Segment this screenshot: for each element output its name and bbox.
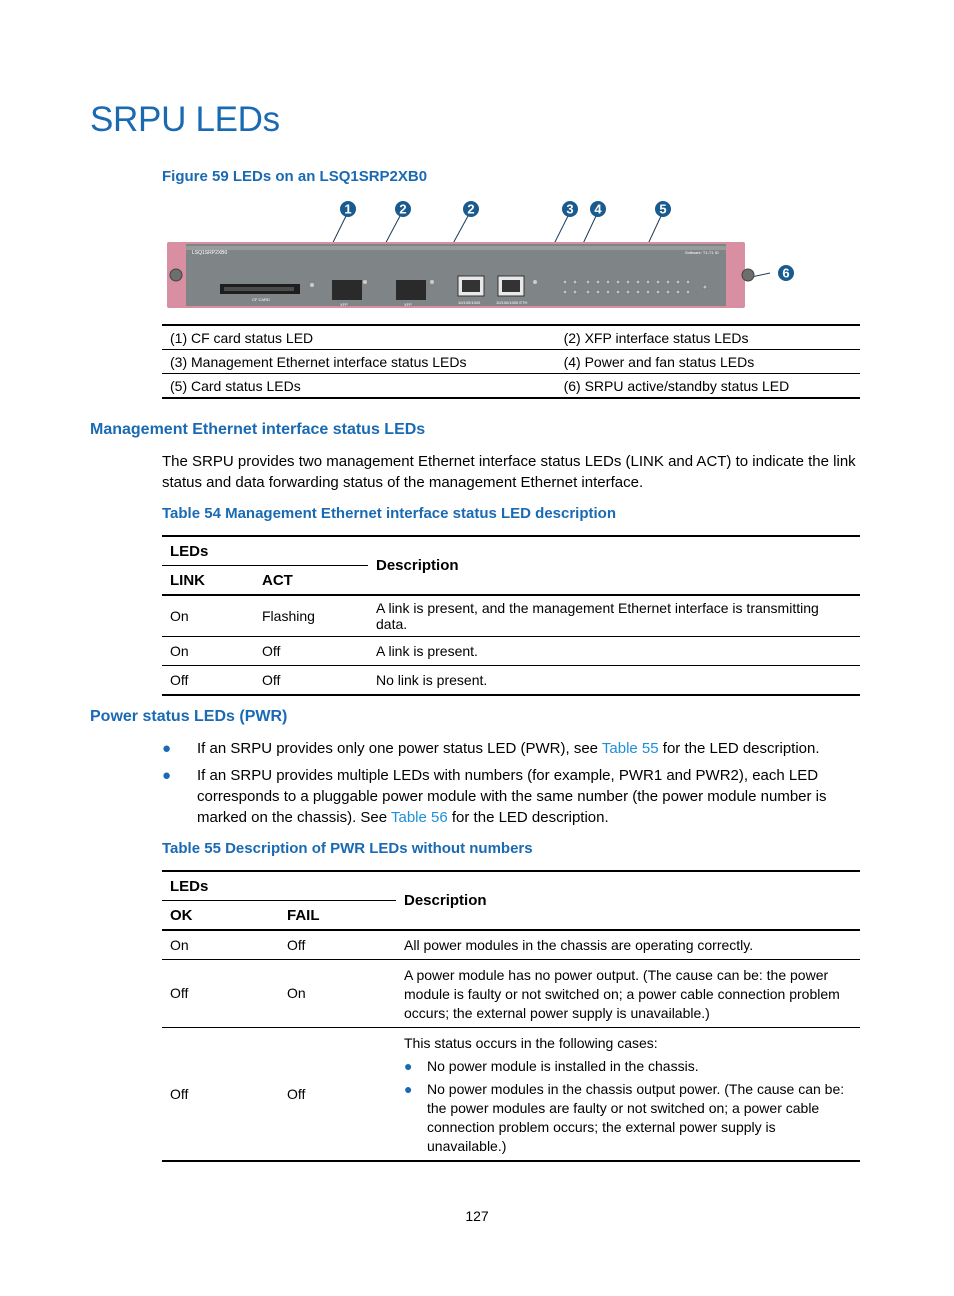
table-row: On Flashing A link is present, and the management Ethernet interface is transmitting data. [162,595,860,637]
table-row: (5) Card status LEDs (6) SRPU active/standby status LED [162,374,860,399]
xfp-led-1 [363,280,367,284]
svg-text:6: 6 [782,265,790,281]
page-title: SRPU LEDs [90,100,280,139]
table55: LEDs Description OK FAIL On Off All power modules in the chassis are operating correctly. Off On A power module has no power output. (The cause can be: the power module is faulty or not switched on; a power cable connection problem occurs; the external power supply is unavailable.) Off Off This status occurs in the following cases: ● No power module is installed in the chassis. ● No power modules in the chassis output power. (The cause can be: the power modules are faulty or not switched on; a power cable connection problem occurs; the external power supply is unavailable.) [162,870,860,1162]
svg-text:2: 2 [399,201,407,217]
svg-text:5: 5 [659,201,667,217]
section-heading-pwr: Power status LEDs (PWR) [90,708,288,725]
bullet-icon: ● [162,740,172,757]
pwr-bullet-list [162,738,862,834]
callout-3-icon [562,201,578,217]
table-row: On Off All power modules in the chassis are operating correctly. [162,930,860,959]
callout-4-icon [590,201,606,217]
callout-6-icon [778,265,794,281]
right-screw-icon [742,269,754,281]
page-number: 127 [465,1208,489,1224]
svg-text:XFP: XFP [340,302,348,307]
list-item: ● No power module is installed in the chassis. [404,1057,699,1074]
table-row: Off Off No link is present. [162,666,860,695]
mgmt-paragraph: The SRPU provides two management Ethernet interface status LEDs (LINK and ACT) to indicate the link status and data forwarding status of the management Ethernet interface. [162,453,856,491]
svg-text:Software: T1-T1 ID: Software: T1-T1 ID [685,250,719,255]
figure-caption: Figure 59 LEDs on an LSQ1SRP2XB0 [162,168,428,185]
table54: LEDs Description LINK ACT On Flashing A link is present, and the management Ethernet interface is transmitting data. On Off A link is present. Off Off No link is present. [162,535,860,696]
table54-caption: Table 54 Management Ethernet interface status LED description [162,505,616,522]
svg-text:4: 4 [594,201,602,217]
bullet-icon: ● [404,1057,413,1074]
section-heading-mgmt: Management Ethernet interface status LEDs [90,421,426,438]
xfp-port-2 [396,280,426,300]
bullet-icon: ● [404,1080,413,1097]
svg-text:XFP: XFP [404,302,412,307]
xfp-led-2 [430,280,434,284]
svg-text:2: 2 [467,201,475,217]
xfp-port-1 [332,280,362,300]
srpu-panel-figure [160,196,800,311]
table-row: Off Off This status occurs in the following cases: ● No power module is installed in the chassis. ● No power modules in the chassis output power. (The cause can be: the power modules are faulty or not switched on; a power cable connection problem occurs; the external power supply is unavailable.) [162,1027,860,1161]
svg-text:CF CARD: CF CARD [252,297,270,302]
svg-text:3: 3 [566,201,574,217]
table55-link[interactable]: Table 55 [601,740,659,757]
list-item: ● If an SRPU provides only one power status LED (PWR), see Table 55 for the LED description. [162,740,820,757]
svg-text:1: 1 [344,201,352,217]
panel-model-label: LSQ1SRP2XB0 [192,250,228,256]
mgmt-led [533,280,537,284]
table56-link[interactable]: Table 56 [391,809,448,826]
table-row: Off On A power module has no power output. (The cause can be: the power module is faulty or not switched on; a power cable connection problem occurs; the external power supply is unavailable.) [162,959,860,1027]
svg-text:10/100/1000: 10/100/1000 [458,300,481,305]
table-row: On Off A link is present. [162,637,860,666]
list-item: ● If an SRPU provides multiple LEDs with numbers (for example, PWR1 and PWR2), each LED corresponds to a pluggable power module with the same number (the power module number is marked on the chassis). See Table 56 for the LED description. [162,767,827,826]
callout-1-icon [340,201,356,217]
cf-card-led [310,283,314,287]
mgmt-port-2 [502,280,520,292]
left-screw-icon [170,269,182,281]
callout-2-icon [395,201,411,217]
table-row: (1) CF card status LED (2) XFP interface status LEDs [162,325,860,350]
callout-2b-icon [463,201,479,217]
list-item: ● No power modules in the chassis output power. (The cause can be: the power modules are faulty or not switched on; a power cable connection problem occurs; the external power supply is unavailable.) [404,1080,845,1154]
bullet-icon: ● [162,767,172,784]
callout-5-icon [655,201,671,217]
mgmt-port-1 [462,280,480,292]
table-row: (3) Management Ethernet interface status LEDs (4) Power and fan status LEDs [162,350,860,374]
figure-legend-table [162,324,860,399]
svg-text:10/100/1000 ETH: 10/100/1000 ETH [496,300,528,305]
table55-caption: Table 55 Description of PWR LEDs without numbers [162,840,533,857]
